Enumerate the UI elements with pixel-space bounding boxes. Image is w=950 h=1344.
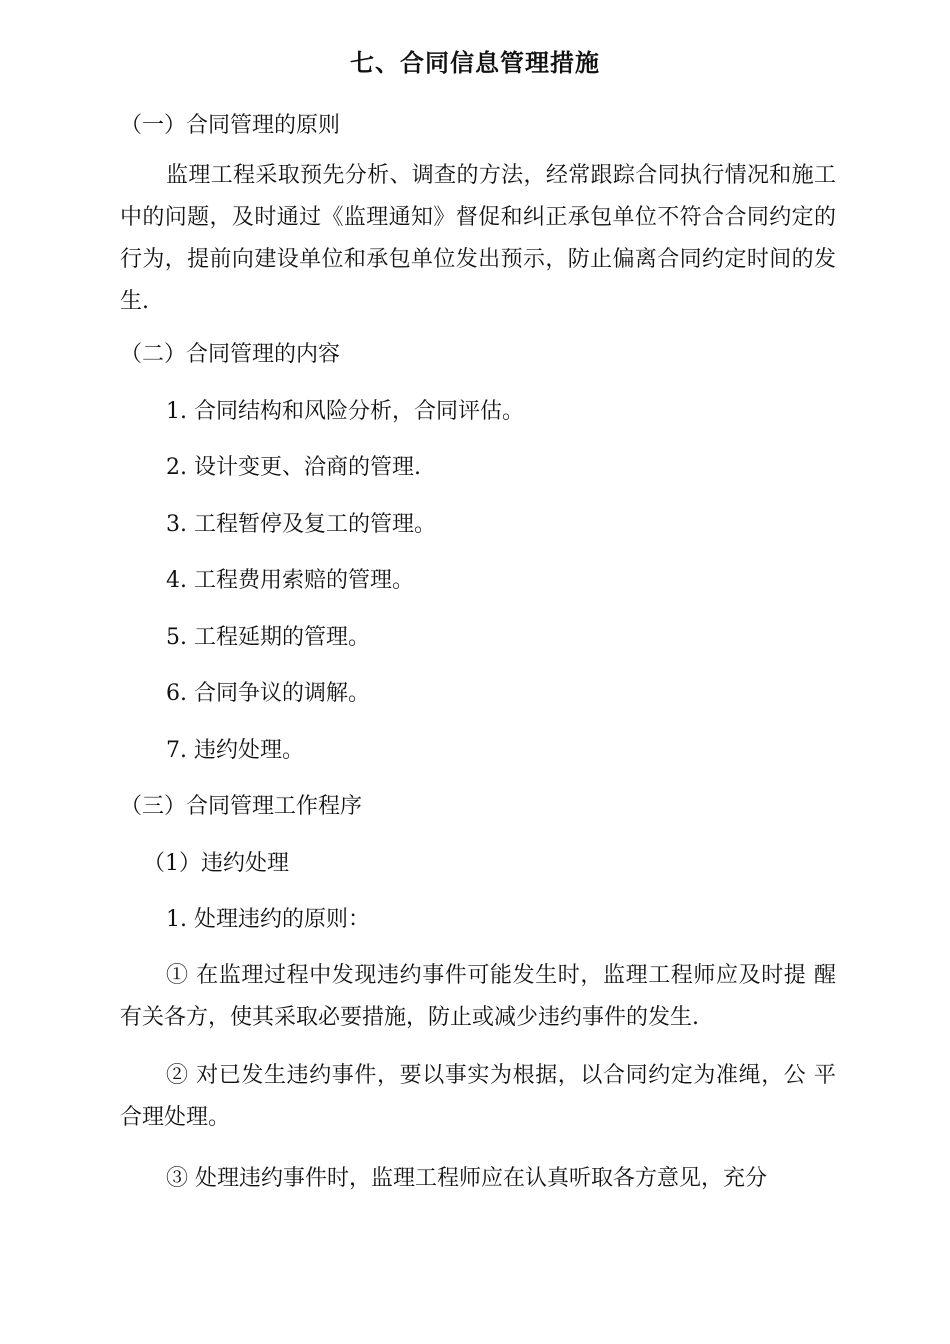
list-item: 4. 工程费用索赔的管理。: [166, 568, 414, 593]
principle-heading: 1. 处理违约的原则：: [166, 907, 370, 932]
section-heading-1: （一）合同管理的原则: [120, 113, 341, 138]
principle-paragraph: ① 在监理过程中发现违约事件可能发生时，监理工程师应及时提 醒有关各方，使其采取必要措施，防止或减少违约事件的发生.: [120, 963, 836, 1030]
list-item: 2. 设计变更、洽商的管理.: [166, 455, 421, 480]
principle-paragraph: ③ 处理违约事件时，监理工程师应在认真听取各方意见，充分: [166, 1166, 767, 1191]
list-item: 5. 工程延期的管理。: [166, 625, 370, 650]
section-heading-3: （三）合同管理工作程序: [120, 794, 363, 819]
section-1-paragraph: 监理工程采取预先分析、调查的方法，经常跟踪合同执行情况和施工中的问题，及时通过《监理通知》督促和纠正承包单位不符合合同约定的行为，提前向建设单位和承包单位发出预示，防止偏离合同约定时间的发生.: [120, 163, 836, 314]
list-item: 7. 违约处理。: [166, 738, 304, 763]
document-title: 七、合同信息管理措施: [350, 49, 600, 77]
subsection-heading: （1）违约处理: [143, 851, 289, 876]
principle-paragraph: ② 对已发生违约事件，要以事实为根据，以合同约定为准绳，公 平合理处理。: [120, 1063, 836, 1130]
list-item: 6. 合同争议的调解。: [166, 681, 370, 706]
list-item: 1. 合同结构和风险分析，合同评估。: [166, 399, 524, 424]
section-heading-2: （二）合同管理的内容: [120, 342, 341, 367]
list-item: 3. 工程暂停及复工的管理。: [166, 512, 436, 537]
